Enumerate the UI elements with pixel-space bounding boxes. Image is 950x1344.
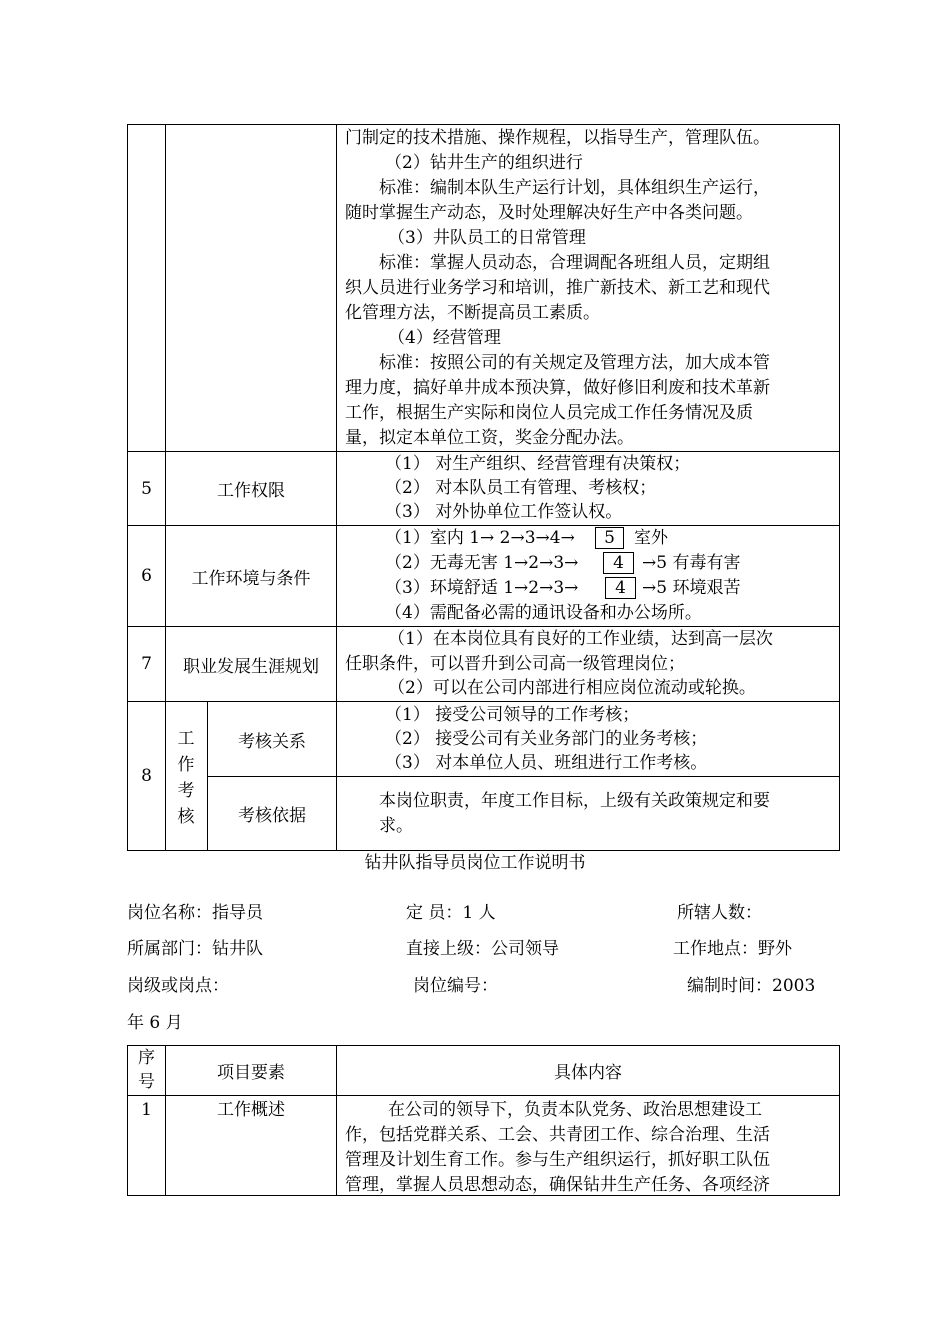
content-line: 化管理方法，不断提高员工素质。 bbox=[345, 303, 600, 323]
content-line: 管理及计划生育工作。参与生产组织运行，抓好职工队伍 bbox=[345, 1150, 770, 1170]
content-line: 门制定的技术措施、操作规程，以指导生产，管理队伍。 bbox=[345, 128, 770, 148]
content-line: 标准：编制本队生产运行计划，具体组织生产运行， bbox=[379, 178, 770, 198]
group-label-char: 工 bbox=[177, 729, 195, 749]
content-line: 标准：掌握人员动态，合理调配各班组人员，定期组 bbox=[379, 253, 770, 273]
content-line: （2）钻井生产的组织进行 bbox=[385, 153, 583, 173]
row-number: 6 bbox=[141, 566, 152, 586]
content-line: （3） 对外协单位工作签认权。 bbox=[385, 502, 623, 522]
content-line: （1） 接受公司领导的工作考核； bbox=[385, 705, 640, 725]
group-label-char: 考 bbox=[177, 781, 195, 801]
scale-line-prefix: （3）环境舒适 1→2→3→ bbox=[385, 578, 579, 598]
content-line: （2） 接受公司有关业务部门的业务考核； bbox=[385, 729, 708, 749]
content-line: （3） 对本单位人员、班组进行工作考核。 bbox=[385, 753, 708, 773]
header-item: 项目要素 bbox=[217, 1063, 285, 1083]
content-line: 求。 bbox=[379, 816, 413, 836]
field-subordinates: 所辖人数： bbox=[677, 903, 762, 923]
content-line: （3）井队员工的日常管理 bbox=[388, 228, 586, 248]
row-number: 5 bbox=[141, 478, 152, 499]
row-number: 8 bbox=[141, 766, 152, 786]
group-label-char: 核 bbox=[177, 807, 195, 827]
content-line: 标准：按照公司的有关规定及管理方法，加大成本管 bbox=[379, 353, 770, 373]
field-post-code: 岗位编号： bbox=[413, 976, 498, 996]
row-number: 7 bbox=[141, 654, 152, 674]
scale-selected-box: 5 bbox=[595, 527, 624, 549]
header-number-char: 号 bbox=[138, 1072, 155, 1092]
header-number-char: 序 bbox=[138, 1048, 155, 1068]
content-line: （1）在本岗位具有良好的工作业绩，达到高一层次 bbox=[388, 629, 773, 649]
header-content: 具体内容 bbox=[554, 1063, 622, 1083]
content-line: 本岗位职责，年度工作目标，上级有关政策规定和要 bbox=[379, 791, 770, 811]
content-line: （4）经营管理 bbox=[388, 328, 501, 348]
scale-line-prefix: （2）无毒无害 1→2→3→ bbox=[385, 553, 579, 573]
group-label bbox=[176, 726, 196, 830]
sub-label: 考核关系 bbox=[238, 731, 306, 752]
doc-title: 钻井队指导员岗位工作说明书 bbox=[364, 853, 586, 873]
row-label: 工作概述 bbox=[217, 1100, 285, 1120]
scale-line-prefix: （1）室内 1→ 2→3→4→ bbox=[385, 528, 575, 548]
content-line: 织人员进行业务学习和培训，推广新技术、新工艺和现代 bbox=[345, 278, 770, 298]
content-line: 任职条件，可以晋升到公司高一级管理岗位； bbox=[345, 654, 685, 674]
content-line: 理力度，搞好单井成本预决算，做好修旧利废和技术革新 bbox=[345, 378, 770, 398]
scale-line-suffix: 室外 bbox=[634, 528, 668, 548]
content-line: 在公司的领导下，负责本队党务、政治思想建设工 bbox=[388, 1100, 762, 1120]
content-line: （1） 对生产组织、经营管理有决策权； bbox=[385, 454, 691, 474]
row-label: 职业发展生涯规划 bbox=[183, 656, 319, 677]
content-line: （4）需配备必需的通讯设备和办公场所。 bbox=[385, 603, 702, 623]
sub-label: 考核依据 bbox=[238, 806, 306, 826]
content-line: 管理，掌握人员思想动态，确保钻井生产任务、各项经济 bbox=[345, 1175, 770, 1195]
row-label: 工作环境与条件 bbox=[191, 568, 311, 589]
field-position-name: 岗位名称：指导员 bbox=[127, 903, 263, 923]
group-label-char: 作 bbox=[177, 755, 195, 775]
field-location: 工作地点：野外 bbox=[673, 939, 792, 959]
field-department: 所属部门：钻井队 bbox=[127, 939, 263, 959]
row-label: 工作权限 bbox=[217, 481, 285, 501]
scale-line-suffix: →5 有毒有害 bbox=[642, 553, 741, 573]
content-line: 作，包括党群关系、工会、共青团工作、综合治理、生活 bbox=[345, 1125, 770, 1145]
scale-selected-box: 4 bbox=[605, 577, 636, 599]
header-number bbox=[128, 1046, 165, 1094]
content-line: 随时掌握生产动态，及时处理解决好生产中各类问题。 bbox=[345, 203, 753, 223]
content-line: 量，拟定本单位工资，奖金分配办法。 bbox=[345, 428, 634, 448]
content-line: （2）可以在公司内部进行相应岗位流动或轮换。 bbox=[388, 678, 756, 698]
content-line: 工作，根据生产实际和岗位人员完成工作任务情况及质 bbox=[345, 403, 753, 423]
row-number: 1 bbox=[141, 1100, 152, 1120]
field-compile-time: 编制时间：2003 bbox=[687, 976, 816, 996]
field-superior: 直接上级：公司领导 bbox=[406, 939, 559, 959]
content-line: （2） 对本队员工有管理、考核权； bbox=[385, 478, 657, 498]
field-quota: 定 员：1 人 bbox=[406, 903, 496, 923]
field-compile-time-cont: 年 6 月 bbox=[127, 1013, 183, 1033]
scale-line-suffix: →5 环境艰苦 bbox=[642, 578, 741, 598]
field-grade: 岗级或岗点： bbox=[127, 976, 229, 996]
scale-selected-box: 4 bbox=[603, 552, 634, 574]
